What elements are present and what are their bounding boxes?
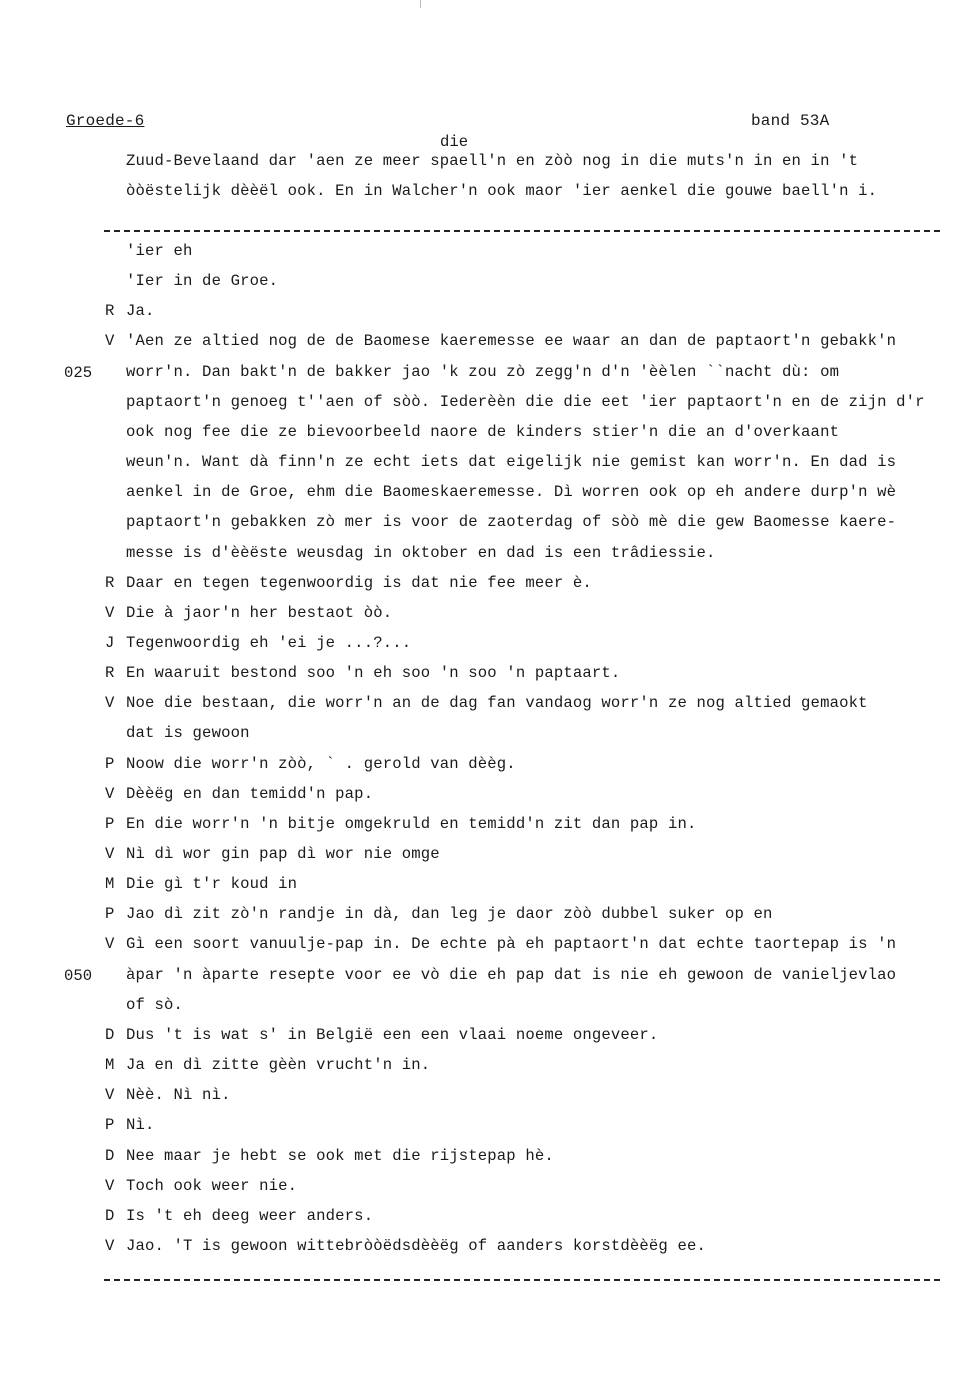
speaker-label: V [105, 1086, 115, 1104]
transcript-line: Jao. 'T is gewoon wittebròòëdsdèèëg of aanders korstdèèëg ee. [126, 1237, 706, 1255]
speaker-label: D [105, 1147, 115, 1165]
speaker-label: R [105, 664, 115, 682]
transcript-line: Nèè. Nì nì. [126, 1086, 231, 1104]
transcript-line: paptaort'n gebakken zò mer is voor de zaoterdag of sòò mè die gew Baomesse kaere- [126, 513, 897, 531]
transcript-line: 'ier eh [126, 242, 193, 260]
transcript-line: dat is gewoon [126, 724, 250, 742]
transcript-line: Dus 't is wat s' in België een een vlaai noeme ongeveer. [126, 1026, 659, 1044]
speaker-label: D [105, 1026, 115, 1044]
transcript-line: Daar en tegen tegenwoordig is dat nie fee meer è. [126, 574, 592, 592]
speaker-label: P [105, 815, 115, 833]
speaker-label: V [105, 332, 115, 350]
transcript-line: Noow die worr'n zòò, ` . gerold van dèèg. [126, 755, 516, 773]
header-location: Groede-6 [66, 112, 145, 130]
speaker-label: V [105, 1237, 115, 1255]
speaker-label: V [105, 785, 115, 803]
speaker-label: V [105, 1177, 115, 1195]
dashed-separator [104, 230, 940, 232]
top-line: Zuud-Bevelaand dar 'aen ze meer spaell'n en zòò nog in die muts'n in en in 't [126, 152, 859, 170]
top-line: òòëstelijk dèèël ook. En in Walcher'n ook maor 'ier aenkel die gouwe baell'n i. [126, 182, 878, 200]
speaker-label: R [105, 302, 115, 320]
transcript-line: ook nog fee die ze bievoorbeeld naore de kinders stier'n die an d'overkaant [126, 423, 840, 441]
inserted-word: die [440, 133, 469, 151]
speaker-label: V [105, 935, 115, 953]
transcript-line: Noe die bestaan, die worr'n an de dag fan vandaog worr'n ze nog altied gemaokt [126, 694, 868, 712]
dashed-separator [104, 1279, 940, 1281]
speaker-label: J [105, 634, 115, 652]
transcript-line: paptaort'n genoeg t''aen of sòò. Iederèèn die die eet 'ier paptaort'n en de zijn d'r [126, 393, 925, 411]
transcript-line: Die gì t'r koud in [126, 875, 298, 893]
speaker-label: M [105, 875, 115, 893]
speaker-label: R [105, 574, 115, 592]
speaker-label: D [105, 1207, 115, 1225]
line-counter: 050 [64, 967, 93, 985]
speaker-label: V [105, 604, 115, 622]
transcript-line: 'Aen ze altied nog de de Baomese kaeremesse ee waar an dan de paptaort'n gebakk'n [126, 332, 897, 350]
transcript-line: En die worr'n 'n bitje omgekruld en temidd'n zit dan pap in. [126, 815, 697, 833]
transcript-line: worr'n. Dan bakt'n de bakker jao 'k zou zò zegg'n d'n 'èèlen ``nacht dù: om [126, 363, 840, 381]
transcript-line: messe is d'èèëste weusdag in oktober en dad is een trâdiessie. [126, 544, 716, 562]
transcript-line: weun'n. Want dà finn'n ze echt iets dat eigelijk nie gemist kan worr'n. En dad is [126, 453, 897, 471]
speaker-label: P [105, 1116, 115, 1134]
transcript-line: Toch ook weer nie. [126, 1177, 298, 1195]
transcript-line: Nee maar je hebt se ook met die rijstepap hè. [126, 1147, 554, 1165]
speaker-label: M [105, 1056, 115, 1074]
transcript-line: Nì dì wor gin pap dì wor nie omge [126, 845, 440, 863]
speaker-label: P [105, 905, 115, 923]
transcript-line: àpar 'n àparte resepte voor ee vò die eh pap dat is nie eh gewoon de vanieljevlao [126, 966, 897, 984]
transcript-line: Dèèëg en dan temidd'n pap. [126, 785, 374, 803]
transcript-line: of sò. [126, 996, 184, 1014]
transcript-line: Die à jaor'n her bestaot òò. [126, 604, 393, 622]
speaker-label: V [105, 845, 115, 863]
scan-mark [420, 0, 421, 8]
transcript-line: En waaruit bestond soo 'n eh soo 'n soo 'n paptaart. [126, 664, 621, 682]
transcript-line: Is 't eh deeg weer anders. [126, 1207, 374, 1225]
speaker-label: V [105, 694, 115, 712]
header-tape: band 53A [751, 112, 830, 130]
transcript-line: 'Ier in de Groe. [126, 272, 279, 290]
transcript-line: Jao dì zit zò'n randje in dà, dan leg je daor zòò dubbel suker op en [126, 905, 773, 923]
transcript-line: Nì. [126, 1116, 155, 1134]
speaker-label: P [105, 755, 115, 773]
transcript-line: Tegenwoordig eh 'ei je ...?... [126, 634, 412, 652]
transcript-line: Ja. [126, 302, 155, 320]
line-counter: 025 [64, 364, 93, 382]
transcript-line: Gì een soort vanuulje-pap in. De echte pà eh paptaort'n dat echte taortepap is 'n [126, 935, 897, 953]
transcript-line: aenkel in de Groe, ehm die Baomeskaeremesse. Dì worren ook op eh andere durp'n wè [126, 483, 897, 501]
transcript-line: Ja en dì zitte gèèn vrucht'n in. [126, 1056, 431, 1074]
